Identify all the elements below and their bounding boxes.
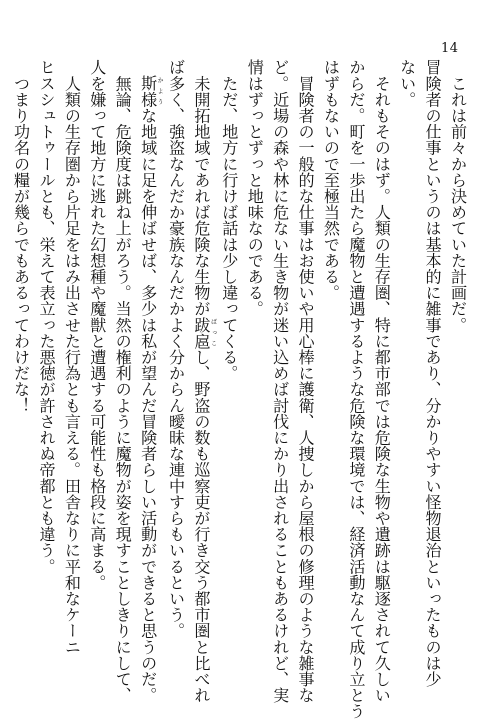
text-line: ど。近場の森や林に危ない生き物が迷い込めば討伐にかり出されることもあるけれど、実 [270,59,290,703]
text-line: 人を嫌って地方に逃れた幻想種や魔獣と遭遇する可能性も格段に高まる。 [87,59,107,591]
text-line: ば多く、強盗なんだか豪族なんだかよく分からん曖昧な連中すらもいるという。 [166,59,186,639]
text-line: 情はずっとずっと地味なのである。 [244,59,264,317]
text-line: 冒険者の一般的な仕事はお使いや用心棒に護衛、人捜しから屋根の修理のような雑事な [295,59,315,703]
text-line: はずもないので至極当然である。 [320,59,340,301]
text-line: からだ。町を一歩出たら魔物と遭遇するような危険な環境では、経済活動なんて成り立とう [346,59,366,719]
text-line-with-ruby: 斯様 かような地域に足を伸ばせば、多少は私が望んだ冒険者らしい活動ができると思うのだ。 [138,75,164,704]
text-line: つまり功名の糧が幾らでもあるってわけだな！ [11,59,31,414]
page-number: 14 [441,41,459,56]
ruby-reading: かよう [156,75,164,108]
text-line: それもそのはず。人類の生存圏、特に都市部では危険な生物や遺跡は駆逐されて久しい [371,59,391,703]
ruby-reading: ばっこ [209,316,217,349]
text-line: 冒険者の仕事というのは基本的に雑事であり、分かりやすい怪物退治といったものは少 [422,59,442,687]
text-line: 無論、危険度は跳ね上がろう。当然の権利のように魔物が姿を現すことしきりにして、 [112,59,132,703]
text-line: ない。 [397,59,417,108]
ruby-annotation: 斯様 かよう [138,75,164,108]
text-line: ただ、地方に行けば話は少し違ってくる。 [219,59,239,381]
text-line-with-ruby: 未開拓地域であれば危険な生物が跋扈 ばっこし、野盗の数も巡察吏が行き交う都市圏と比べれ [191,59,217,704]
text-line: ヒスシュトゥールとも、栄えて表立った悪徳が許されぬ帝都とも違う。 [36,59,56,575]
ruby-annotation: 跋扈 ばっこ [191,316,217,349]
text-line: 人類の生存圏から片足をはみ出させた行為とも言える。田舎なりに平和なケーニ [61,59,81,655]
vertical-text-body [11,59,470,719]
text-line: これは前々から決めていた計画だ。 [448,59,467,333]
